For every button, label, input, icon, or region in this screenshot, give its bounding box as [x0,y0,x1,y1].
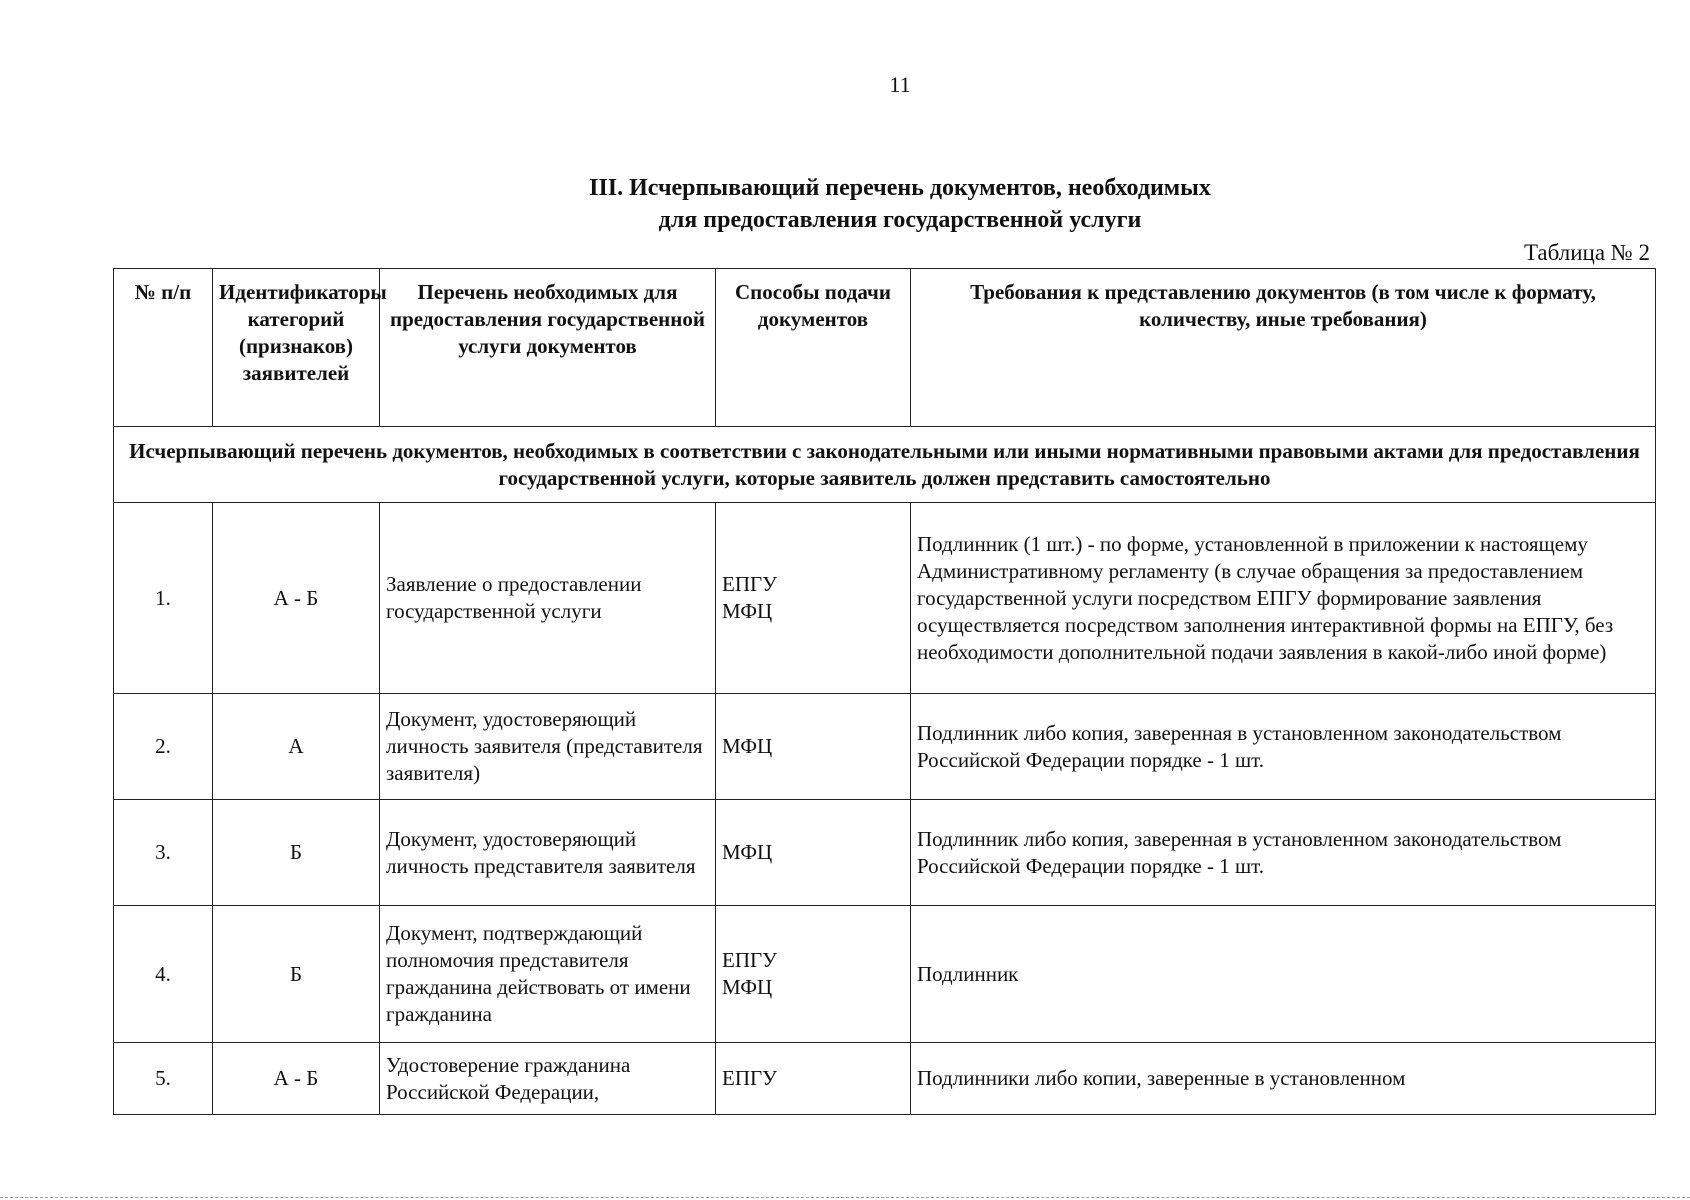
row-doc: Документ, подтверждающий полномочия представителя гражданина действовать от имени гражданина [380,906,716,1043]
table-row [114,694,1656,800]
row-id: Б [213,800,380,906]
row-ways: МФЦ [716,694,911,800]
group-row [114,427,1656,503]
documents-table [113,268,1656,1115]
row-req: Подлинник (1 шт.) - по форме, установленной в приложении к настоящему Административному регламенту (в случае обращения за предоставлением государственной услуги посредством ЕПГУ формирование заявления осуществляется посредством заполнения интерактивной формы на ЕПГУ, без необходимости дополнительной подачи заявления в какой-либо иной форме) [911,503,1656,694]
group-row-text: Исчерпывающий перечень документов, необходимых в соответствии с законодательными или иными нормативными правовыми актами для предоставления государственной услуги, которые заявитель должен представить самостоятельно [114,427,1656,503]
row-req: Подлинник [911,906,1656,1043]
header-id: Идентификаторы категорий (признаков) заявителей [213,269,380,427]
table-row [114,1043,1656,1115]
row-num: 2. [114,694,213,800]
row-num: 5. [114,1043,213,1115]
bottom-scan-edge [0,1197,1690,1199]
table-caption: Таблица № 2 [1523,240,1650,265]
row-num: 4. [114,906,213,1043]
row-id: А [213,694,380,800]
page-number: 11 [889,72,911,97]
section-title-line-2: для предоставления государственной услуги [658,207,1142,233]
table-header-row [114,269,1656,427]
header-ways: Способы подачи документов [716,269,911,427]
table-row [114,800,1656,906]
row-ways: МФЦ [716,800,911,906]
section-title-line-1: III. Исчерпывающий перечень документов, необходимых [589,175,1211,201]
row-ways: ЕПГУ МФЦ [716,503,911,694]
row-req: Подлинник либо копия, заверенная в установленном законодательством Российской Федерации порядке - 1 шт. [911,694,1656,800]
row-doc: Заявление о предоставлении государственной услуги [380,503,716,694]
row-doc: Удостоверение гражданина Российской Федерации, [380,1043,716,1115]
row-req: Подлинник либо копия, заверенная в установленном законодательством Российской Федерации порядке - 1 шт. [911,800,1656,906]
section-title [0,172,1690,236]
row-ways: ЕПГУ МФЦ [716,906,911,1043]
row-id: А - Б [213,503,380,694]
row-req: Подлинники либо копии, заверенные в установленном [911,1043,1656,1115]
row-doc: Документ, удостоверяющий личность представителя заявителя [380,800,716,906]
row-doc: Документ, удостоверяющий личность заявителя (представителя заявителя) [380,694,716,800]
row-ways: ЕПГУ [716,1043,911,1115]
row-id: А - Б [213,1043,380,1115]
header-req: Требования к представлению документов (в том числе к формату, количеству, иные требования) [911,269,1656,427]
row-num: 3. [114,800,213,906]
table-row [114,906,1656,1043]
row-num: 1. [114,503,213,694]
header-num: № п/п [114,269,213,427]
header-doc: Перечень необходимых для предоставления государственной услуги документов [380,269,716,427]
table-row [114,503,1656,694]
row-id: Б [213,906,380,1043]
